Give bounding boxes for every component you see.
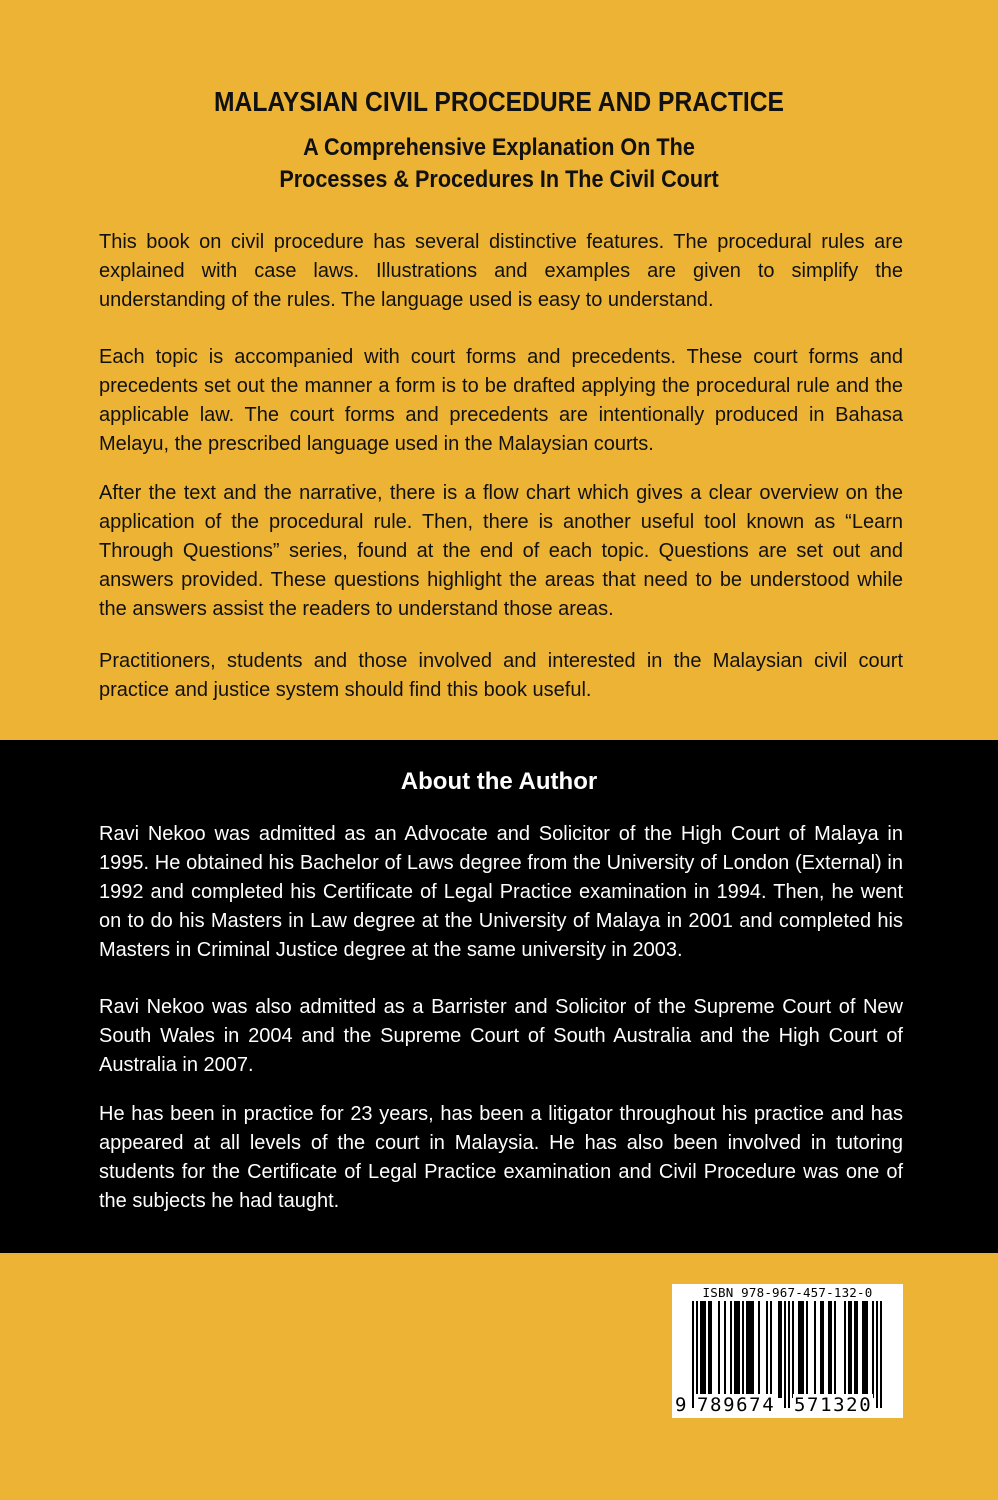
barcode-bar bbox=[702, 1301, 704, 1398]
barcode-bar bbox=[780, 1301, 782, 1398]
cover-top-section bbox=[0, 0, 998, 740]
barcode-bar bbox=[734, 1301, 736, 1398]
barcode-guard-bar bbox=[784, 1301, 786, 1408]
barcode-bar bbox=[866, 1301, 868, 1398]
barcode-bar bbox=[844, 1301, 846, 1398]
barcode-bar bbox=[758, 1301, 760, 1398]
barcode-digits-left: 789674 bbox=[697, 1394, 776, 1416]
description-paragraph-4: Practitioners, students and those involved and interested in the Malaysian civil court practice and justice system should find this book useful. bbox=[99, 650, 903, 701]
barcode-bar bbox=[766, 1301, 768, 1398]
barcode-bar bbox=[828, 1301, 830, 1398]
barcode-digits-right: 571320 bbox=[794, 1394, 873, 1416]
barcode-bar bbox=[742, 1301, 744, 1398]
subtitle-line-2: Processes & Procedures In The Civil Court bbox=[279, 166, 719, 193]
author-paragraph-3: He has been in practice for 23 years, has been a litigator throughout his practice and has appeared at all levels of the court in Malaysia. He has also been involved in tutoring students for the Certificate of Legal Practice examination and Civil Procedure was one of the subjects he had taught. bbox=[99, 1103, 903, 1212]
barcode-guard-bar bbox=[876, 1301, 878, 1408]
barcode-bar bbox=[850, 1301, 852, 1398]
barcode-bar bbox=[770, 1301, 772, 1398]
barcode-bar bbox=[708, 1301, 710, 1398]
barcode-bar bbox=[872, 1301, 874, 1398]
about-author-heading: About the Author bbox=[400, 768, 598, 795]
barcode-bar bbox=[746, 1301, 748, 1398]
barcode-bar bbox=[798, 1301, 800, 1398]
barcode-bar bbox=[700, 1301, 702, 1398]
isbn-label: ISBN 978-967-457-132-0 bbox=[702, 1285, 873, 1300]
description-paragraph-2: Each topic is accompanied with court forms and precedents. These court forms and precedents set out the manner a form is to be drafted applying the procedural rule and the applicable law. The court forms and precedents are intentionally produced in Bahasa Melayu, the prescribed language used in the Malaysian courts. bbox=[99, 346, 903, 455]
barcode-bar bbox=[848, 1301, 850, 1398]
barcode-bar bbox=[752, 1301, 754, 1398]
barcode-bar bbox=[730, 1301, 732, 1398]
barcode-bar bbox=[854, 1301, 856, 1398]
barcode-bar bbox=[856, 1301, 858, 1398]
barcode-bar bbox=[806, 1301, 808, 1398]
isbn-barcode bbox=[672, 1284, 903, 1418]
barcode-bar bbox=[704, 1301, 706, 1398]
barcode-bar bbox=[718, 1301, 720, 1398]
author-paragraph-1: Ravi Nekoo was admitted as an Advocate and Solicitor of the High Court of Malaya in 1995. He obtained his Bachelor of Laws degree from the University of London (External) in 1992 and completed his Certificate of Legal Practice examination in 1994. Then, he went on to do his Masters in Law degree at the University of Malaya in 2001 and completed his Masters in Criminal Justice degree at the same university in 2003. bbox=[99, 823, 903, 961]
barcode-bar bbox=[820, 1301, 822, 1398]
barcode-bar bbox=[792, 1301, 794, 1398]
barcode-guard-bar bbox=[880, 1301, 882, 1408]
about-author-panel bbox=[0, 740, 998, 1253]
barcode-bar bbox=[748, 1301, 750, 1398]
barcode-bar bbox=[822, 1301, 824, 1398]
barcode-digit-first: 9 bbox=[675, 1394, 687, 1416]
barcode-guard-bar bbox=[696, 1301, 698, 1408]
barcode-bar bbox=[862, 1301, 864, 1398]
barcode-bar bbox=[750, 1301, 752, 1398]
barcode-bar bbox=[864, 1301, 866, 1398]
barcode-bar bbox=[724, 1301, 726, 1398]
barcode-bar bbox=[736, 1301, 738, 1398]
author-paragraph-2: Ravi Nekoo was also admitted as a Barrister and Solicitor of the Supreme Court of New South Wales in 2004 and the Supreme Court of South Australia and the High Court of Australia in 2007. bbox=[99, 996, 903, 1076]
barcode-digits bbox=[672, 1394, 903, 1416]
barcode-bar bbox=[800, 1301, 802, 1398]
barcode-bar bbox=[830, 1301, 832, 1398]
barcode-guard-bar bbox=[788, 1301, 790, 1408]
barcode-bar bbox=[710, 1301, 712, 1398]
description-paragraph-1: This book on civil procedure has several distinctive features. The procedural rules are explained with case laws. Illustrations and examples are given to simplify the understanding of the rules. The language used is easy to understand. bbox=[99, 231, 903, 311]
barcode-bar bbox=[814, 1301, 816, 1398]
subtitle-line-1: A Comprehensive Explanation On The bbox=[303, 134, 695, 161]
barcode-bar bbox=[802, 1301, 804, 1398]
barcode-bar bbox=[738, 1301, 740, 1398]
book-title: MALAYSIAN CIVIL PROCEDURE AND PRACTICE bbox=[214, 86, 784, 117]
barcode-bar bbox=[834, 1301, 836, 1398]
book-subtitle bbox=[50, 132, 948, 196]
description-paragraph-3: After the text and the narrative, there is a flow chart which gives a clear overview on the application of the procedural rule. Then, there is another useful tool known as “Learn Through Questions” series, found at the end of each topic. Questions are set out and answers provided. These questions highlight the areas that need to be understood while the answers assist the readers to understand those areas. bbox=[99, 482, 903, 620]
barcode-guard-bar bbox=[692, 1301, 694, 1408]
barcode-bar bbox=[778, 1301, 780, 1398]
